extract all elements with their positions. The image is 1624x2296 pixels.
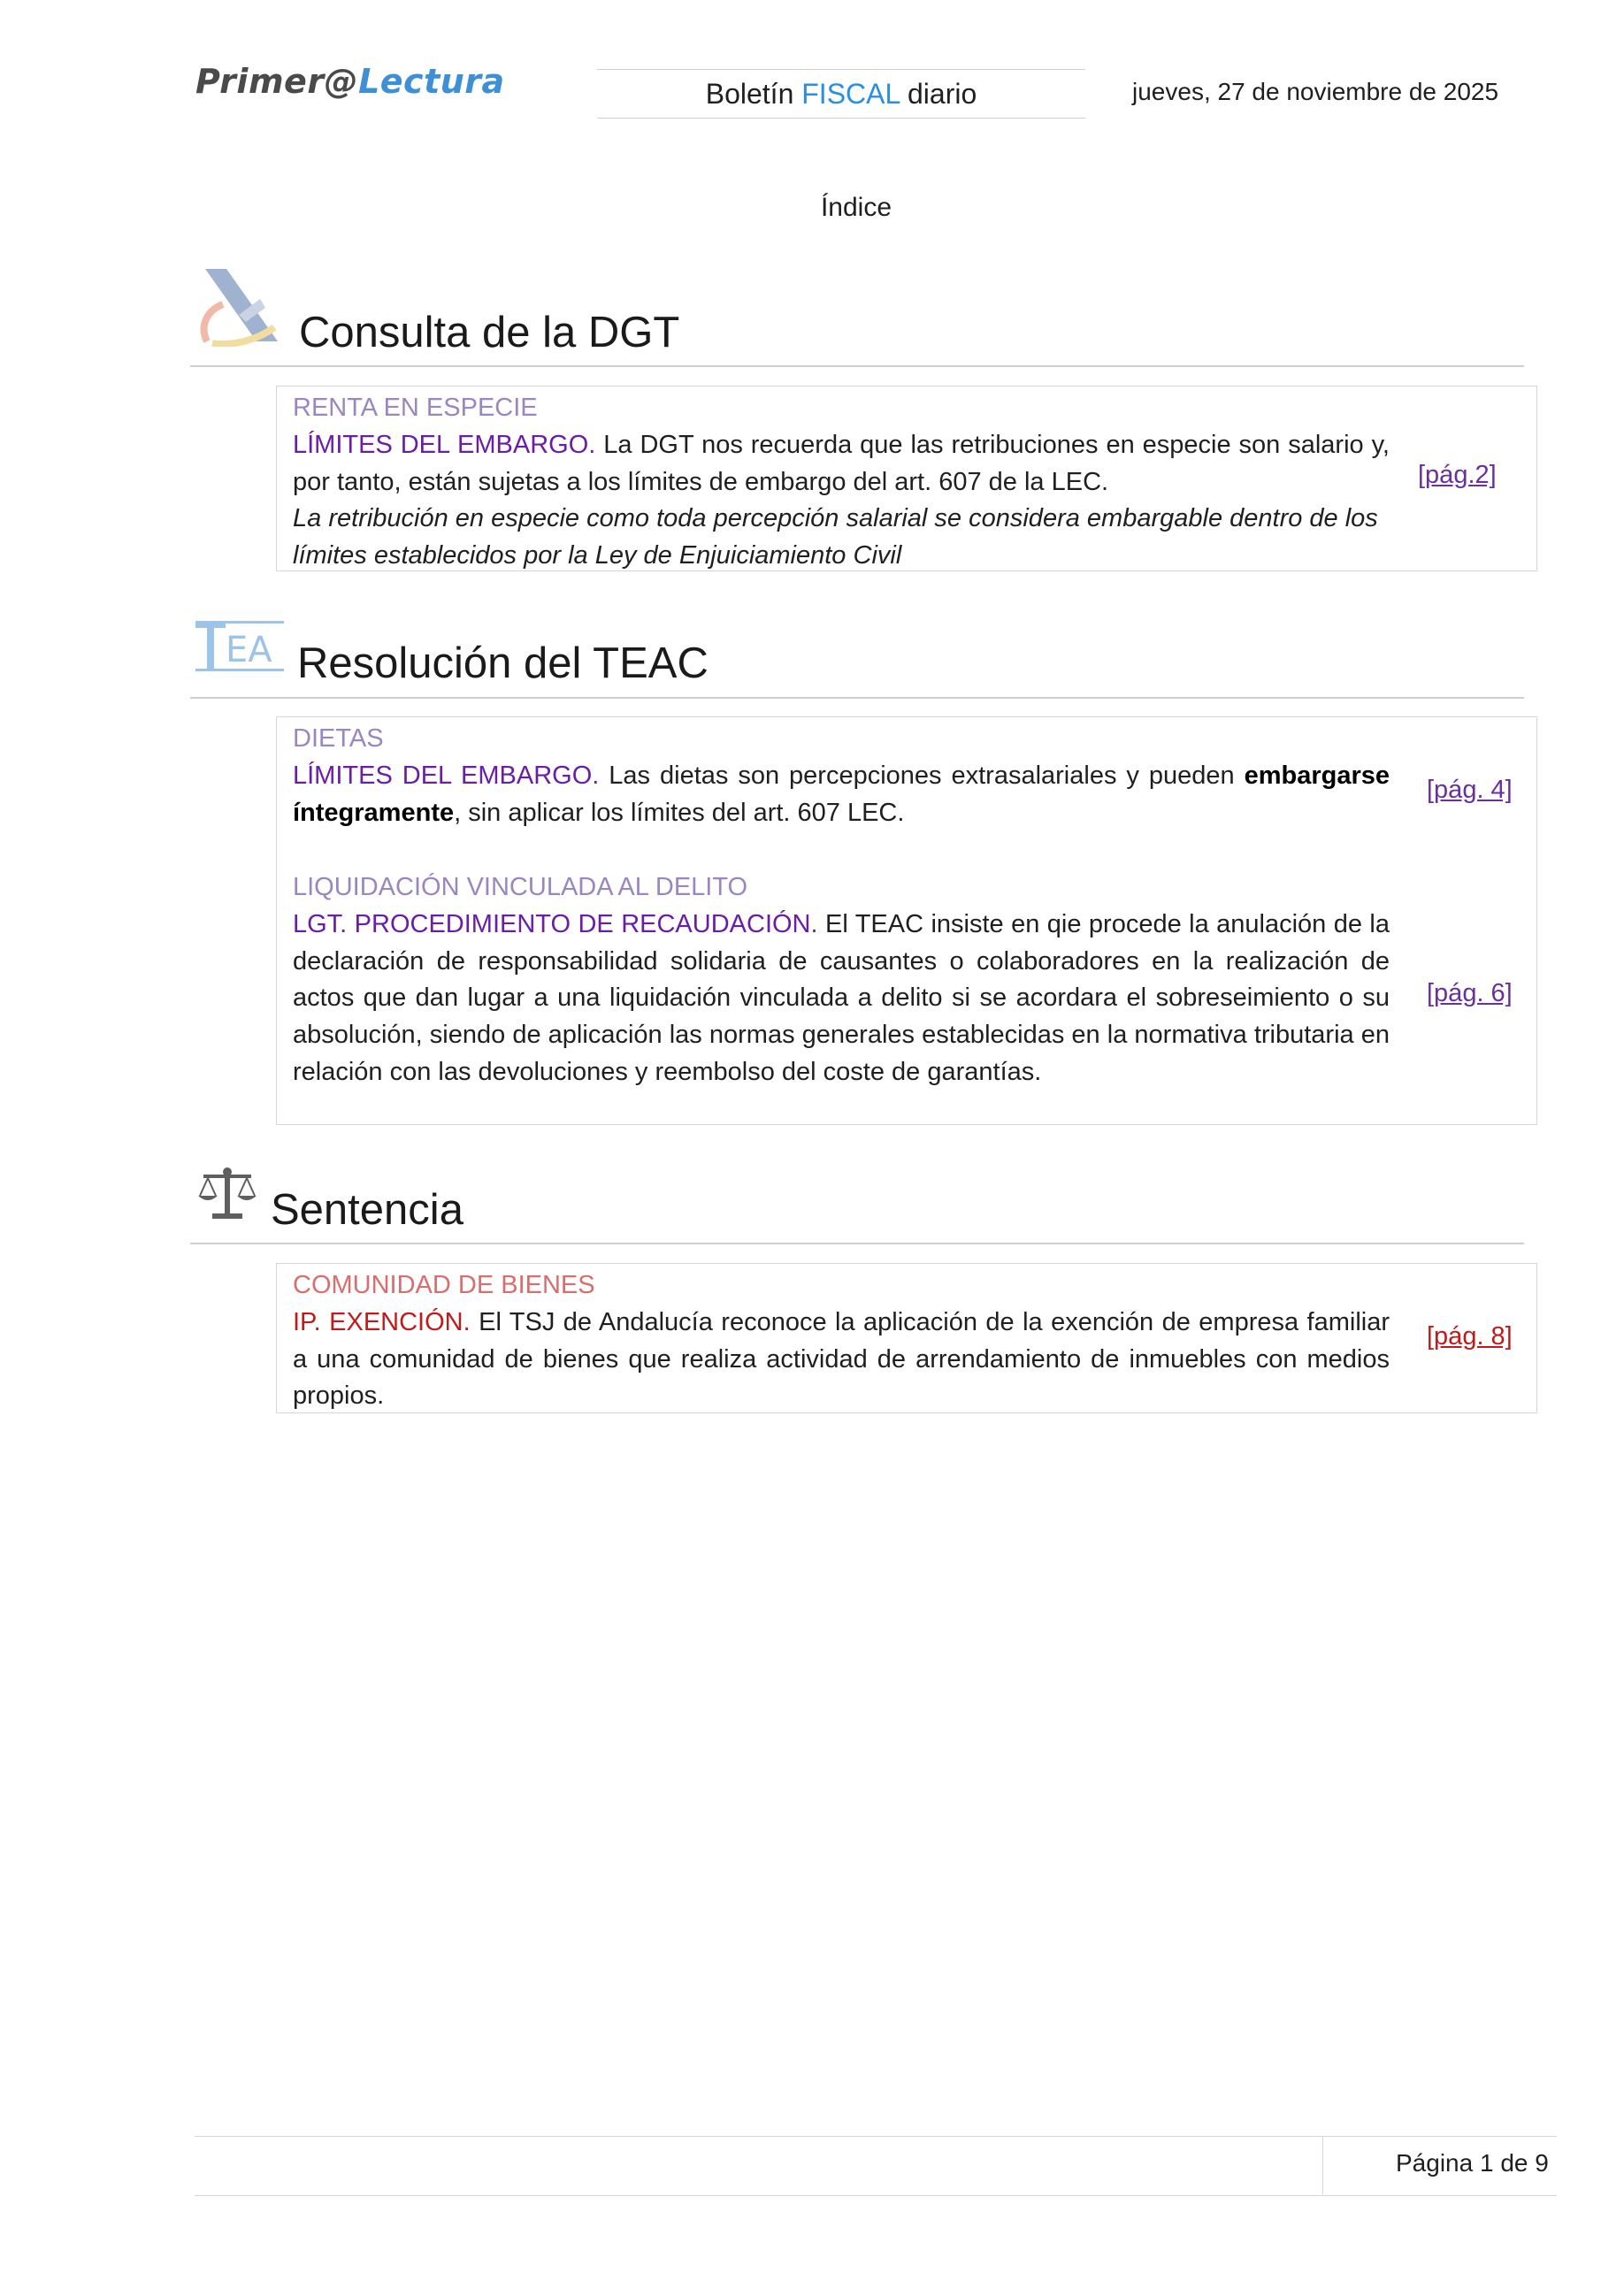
entry-category: COMUNIDAD DE BIENES [293,1271,595,1299]
entry-category: RENTA EN ESPECIE [293,394,538,422]
brand-part-1: Primer@ [195,62,359,101]
entry-emphasis: embargarse íntegramente [293,761,1390,827]
index-entry [293,869,1390,1091]
section-title-dgt: Consulta de la DGT [299,309,680,356]
entry-text: El TSJ de Andalucía reconoce la aplicación de la exención de empresa familiar a una comunidad de bienes que realiza actividad de arrendamiento de inmuebles con medios propios. [293,1307,1390,1411]
section-divider [190,1243,1524,1244]
index-title: Índice [820,193,892,222]
entry-text: El TEAC insiste en qie procede la anulación de la declaración de responsabilidad solidaria de causantes o colaboradores en la realización de actos que dan lugar a una liquidación vinculada a delito si se acordara el sobreseimiento o su absolución, siendo de aplicación las normas generales establecidas en la normativa tributaria en relación con las devoluciones y reembolso del coste de garantías. [293,909,1390,1086]
brand-logo [195,62,505,101]
entry-category: DIETAS [293,724,384,753]
entry-box [276,1263,1537,1413]
page-link[interactable]: [pág. 4] [1427,776,1513,804]
tax-agency-logo-icon [196,265,285,354]
entry-heading: LÍMITES DEL EMBARGO. [293,430,596,459]
bulletin-title-accent: FISCAL [801,78,900,110]
entry-box [276,386,1537,571]
entry-heading: LGT. PROCEDIMIENTO DE RECAUDACIÓN. [293,909,818,938]
page-link[interactable]: [pág. 8] [1427,1322,1513,1351]
footer-divider [1322,2136,1323,2194]
brand-part-2: Lectura [358,62,505,101]
index-entry [293,1267,1390,1415]
entry-category: LIQUIDACIÓN VINCULADA AL DELITO [293,873,748,901]
page-footer [195,2136,1557,2196]
bulletin-date: jueves, 27 de noviembre de 2025 [1132,78,1499,105]
section-divider [190,697,1524,699]
page-link[interactable]: [pág.2] [1418,461,1497,489]
index-entry [293,390,1390,575]
index-entry [293,721,1390,831]
section-divider [190,365,1524,367]
scales-of-justice-icon [196,1166,258,1224]
tea-logo-icon [195,619,284,677]
entry-heading: IP. EXENCIÓN. [293,1307,471,1336]
bulletin-title-pre: Boletín [705,78,802,110]
section-title-sentencia: Sentencia [271,1186,463,1234]
entry-box [276,716,1537,1125]
entry-text: La DGT nos recuerda que las retribuciones en especie son salario y, por tanto, están sujetas a los límites de embargo del art. 607 de la LEC. [293,430,1390,496]
page-number: Página 1 de 9 [1396,2149,1549,2177]
entry-heading: LÍMITES DEL EMBARGO. [293,761,600,790]
entry-text-tail: , sin aplicar los límites del art. 607 LEC. [454,798,905,827]
page-link[interactable]: [pág. 6] [1427,979,1513,1007]
bulletin-title-post: diario [900,78,977,110]
section-title-teac: Resolución del TEAC [297,639,709,687]
bulletin-title [597,69,1085,119]
svg-text:EA: EA [226,630,272,670]
entry-text: Las dietas son percepciones extrasalariales y pueden [599,761,1245,790]
entry-italic-summary: La retribución en especie como toda percepción salarial se considera embargable dentro de los límites establecidos por la Ley de Enjuiciamiento Civil [293,504,1378,570]
